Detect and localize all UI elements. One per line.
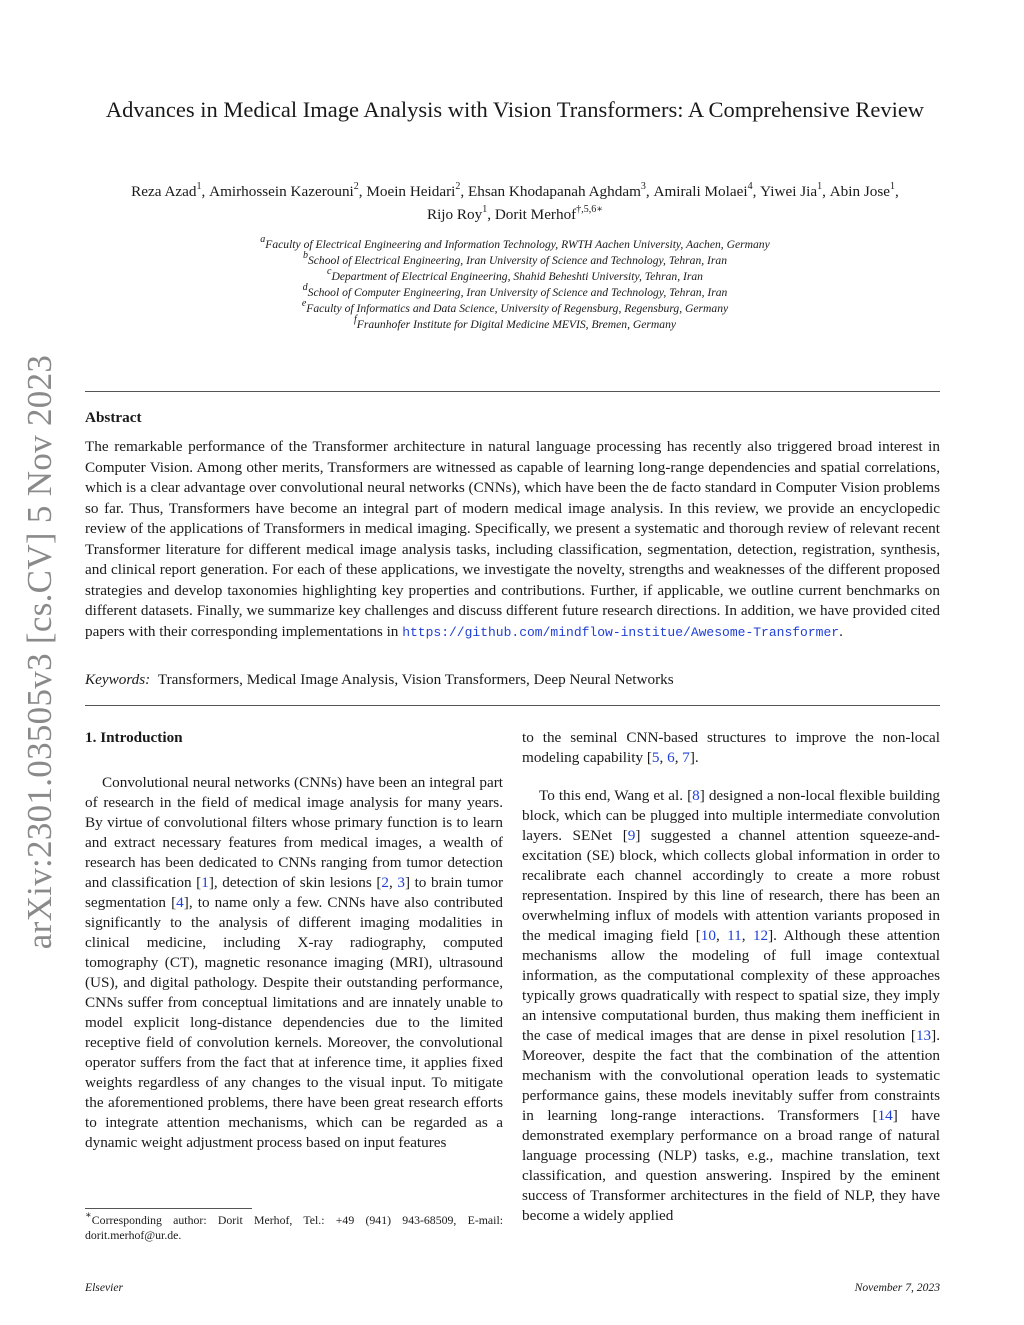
keywords-label: Keywords: (85, 671, 151, 688)
author: Amirhossein Kazerouni$^2$, (209, 180, 367, 200)
citation-link[interactable]: 1 (201, 874, 209, 891)
author: Abin Jose$^1$, (829, 180, 899, 200)
arxiv-identifier-stamp: arXiv:2301.03505v3 [cs.CV] 5 Nov 2023 (20, 354, 59, 950)
author: Yiwei Jia$^1$, (760, 180, 830, 200)
author: Rijo Roy$^1$, (426, 203, 495, 223)
footer-date: November 7, 2023 (854, 1281, 940, 1294)
intro-paragraph-continued: to the seminal CNN-based structures to improve the non-local modeling capability [5, 6, 7]. (522, 729, 940, 766)
intro-paragraph: To this end, Wang et al. [8] designed a non-local flexible building block, which can be plugged into multiple intermediate convolution layers. SENet [9] suggested a channel attention squeeze-and-excitation (SE) block, which collects global information in order to recalibrate each channel accordingly to create a more robust representation. Inspired by this line of research, there has been an overwhelming influx of models with attention variants proposed in the medical imaging field [10, 11, 12]. Although these attention mechanisms allow the modeling of full image contextual information, as the computational complexity of these approaches typically grows quadratically with respect to spatial size, they imply an intensive computational burden, thus making them inefficient in the case of medical images that are dense in pixel resolution [13]. Moreover, despite the fact that the combination of the attention mechanism with the convolutional operation leads to systematic performance gains, these models inevitably suffer from constraints in learning long-range interactions. Transformers [14] have demonstrated exemplary performance on a broad range of natural language processing (NLP) tasks, e.g., machine translation, text classification, and question answering. Inspired by the eminent success of Transformer architectures in the field of NLP, they have become a widely applied (522, 787, 941, 1224)
footer-journal: Elsevier (85, 1281, 123, 1294)
keywords-text: Transformers, Medical Image Analysis, Vision Transformers, Deep Neural Networks (157, 671, 674, 688)
affiliation: $^c$Department of Electrical Engineering, Shahid Beheshti University, Tehran, Iran (327, 266, 703, 283)
section-heading-introduction: 1. Introduction (85, 729, 183, 746)
citation-link[interactable]: 3 (397, 874, 405, 891)
abstract-body: The remarkable performance of the Transformer architecture in natural language processing has recently also triggered broad interest in Computer Vision. Among other merits, Transformers are witnessed as capable of learning long-range dependencies and spatial correlations, which is a clear advantage over convolutional neural networks (CNNs), which have been the de facto standard in Computer Vision problems so far. Thus, Transformers have become an integral part of modern medical image analysis. In this review, we provide an encyclopedic review of the applications of Transformers in medical imaging. Specifically, we present a systematic and thorough review of relevant recent Transformer literature for different medical image analysis tasks, including classification, segmentation, detection, registration, synthesis, and clinical report generation. For each of these applications, we investigate the novelty, strengths and weaknesses of the different proposed strategies and develop taxonomies highlighting key properties and contributions. Further, if applicable, we outline current benchmarks on different datasets. Finally, we summarize key challenges and discuss different future research directions. In addition, we have provided cited papers with their corresponding implementations in https://github.com/mindflow-institue/Awesome-Transformer. (85, 438, 940, 640)
affiliation: $^a$Faculty of Electrical Engineering and Information Technology, RWTH Aachen University, Aachen, Germany (260, 234, 770, 251)
author-list (72, 180, 958, 226)
citation-link[interactable]: 6 (667, 749, 675, 766)
author: Ehsan Khodapanah Aghdam$^3$, (467, 180, 654, 200)
author: Dorit Merhof$^{\dagger,5,6∗}$ (494, 203, 604, 223)
citation-link[interactable]: 9 (627, 827, 636, 844)
author: Moein Heidari$^2$, (366, 180, 468, 200)
intro-paragraph: Convolutional neural networks (CNNs) have been an integral part of research in the field of medical image analysis for many years. By virtue of convolutional filters whose primary function is to learn and extract necessary features from medical images, a wealth of research has been dedicated to CNNs ranging from tumor detection and classification [1], detection of skin lesions [2, 3] to brain tumor segmentation [4], to name only a few. CNNs have also contributed significantly to the analysis of different imaging modalities in clinical medicine, including X-ray radiography, computed tomography (CT), magnetic resonance imaging (MRI), ultrasound (US), and digital pathology. Despite their outstanding performance, CNNs suffer from conceptual limitations and are innately unable to model explicit long-distance dependencies due to the limited receptive field of convolution kernels. Moreover, the convolutional operator suffers from the fact that at inference time, it applies fixed weights regardless of any changes to the visual input. To mitigate the aforementioned problems, there have been great research efforts to integrate attention mechanisms, which can be regarded as a dynamic weight adjustment process based on input features (85, 774, 504, 1151)
right-column (522, 728, 940, 1226)
paper-title: Advances in Medical Image Analysis with Vision Transformers: A Comprehensive Review (105, 97, 925, 122)
affiliation: $^d$School of Computer Engineering, Iran University of Science and Technology, Tehran, Iran (302, 282, 728, 299)
citation-link[interactable]: 10 (700, 927, 716, 944)
affiliation: $^b$School of Electrical Engineering, Iran University of Science and Technology, Tehran, Iran (302, 250, 728, 267)
abstract-bottom-rule (85, 705, 940, 706)
author: Reza Azad$^1$, (131, 180, 210, 200)
corresponding-author-footnote: ∗Corresponding author: Dorit Merhof, Tel.: +49 (941) 943-68509, E-mail: dorit.merhof@ur.de. (85, 1210, 503, 1242)
author: Amirali Molaei$^4$, (653, 180, 761, 200)
affiliation-list (90, 234, 940, 333)
citation-link[interactable]: 8 (692, 787, 700, 804)
left-column (85, 773, 503, 1153)
citation-link[interactable]: 14 (877, 1107, 893, 1124)
affiliation: $^e$Faculty of Informatics and Data Science, University of Regensburg, Regensburg, Germany (301, 298, 729, 315)
affiliation: $^f$Fraunhofer Institute for Digital Medicine MEVIS, Bremen, Germany (353, 314, 677, 331)
keywords (85, 670, 940, 690)
citation-link[interactable]: 11 (727, 927, 742, 944)
citation-link[interactable]: 4 (176, 894, 184, 911)
abstract-heading: Abstract (85, 409, 142, 426)
citation-link[interactable]: 7 (682, 749, 690, 766)
citation-link[interactable]: 2 (381, 874, 389, 891)
abstract-top-rule (85, 391, 940, 392)
footnote-rule (85, 1208, 252, 1209)
citation-link[interactable]: 12 (752, 927, 769, 944)
citation-link[interactable]: 13 (915, 1027, 932, 1044)
citation-link[interactable]: 5 (651, 749, 660, 766)
github-repository-link[interactable]: https://github.com/mindflow-institue/Awesome-Transformer (402, 624, 840, 640)
